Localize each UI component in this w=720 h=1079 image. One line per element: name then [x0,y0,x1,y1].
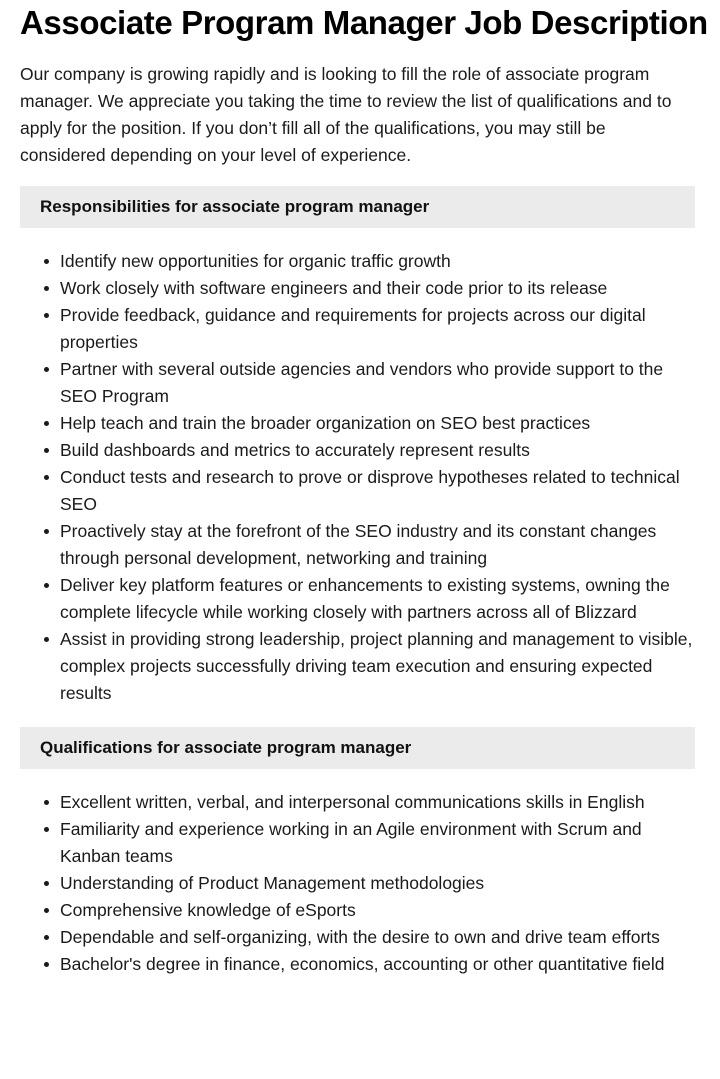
bullet-icon [44,583,49,588]
qualifications-heading: Qualifications for associate program manager [20,727,695,769]
list-item [60,464,695,518]
list-item-text: Understanding of Product Management methodologies [60,873,485,893]
qualifications-list [20,789,695,978]
bullet-icon [44,935,49,940]
list-item-text: Help teach and train the broader organization on SEO best practices [60,413,591,433]
bullet-icon [44,529,49,534]
list-item [60,951,695,978]
bullet-icon [44,908,49,913]
bullet-icon [44,881,49,886]
bullet-icon [44,313,49,318]
bullet-icon [44,286,49,291]
bullet-icon [44,259,49,264]
list-item [60,275,695,302]
list-item-text: Familiarity and experience working in an Agile environment with Scrum and Kanban teams [60,819,642,866]
list-item-text: Work closely with software engineers and their code prior to its release [60,278,608,298]
list-item [60,572,695,626]
list-item [60,248,695,275]
list-item [60,870,695,897]
list-item-text: Provide feedback, guidance and requirements for projects across our digital properties [60,305,646,352]
list-item-text: Identify new opportunities for organic traffic growth [60,251,451,271]
bullet-icon [44,637,49,642]
list-item-text: Comprehensive knowledge of eSports [60,900,356,920]
list-item-text: Deliver key platform features or enhancements to existing systems, owning the complete lifecycle while working closely with partners across all of Blizzard [60,575,670,622]
bullet-icon [44,421,49,426]
bullet-icon [44,475,49,480]
list-item [60,897,695,924]
list-item [60,302,695,356]
page-title: Associate Program Manager Job Description [20,4,708,41]
bullet-icon [44,800,49,805]
list-item [60,437,695,464]
list-item [60,518,695,572]
list-item-text: Dependable and self-organizing, with the desire to own and drive team efforts [60,927,660,947]
list-item-text: Bachelor's degree in finance, economics, accounting or other quantitative field [60,954,665,974]
list-item-text: Partner with several outside agencies and vendors who provide support to the SEO Program [60,359,664,406]
list-item-text: Excellent written, verbal, and interpersonal communications skills in English [60,792,645,812]
list-item [60,626,695,707]
list-item-text: Build dashboards and metrics to accurately represent results [60,440,530,460]
list-item-text: Assist in providing strong leadership, project planning and management to visible, complex projects successfully driving team execution and ensuring expected results [60,629,693,703]
bullet-icon [44,367,49,372]
bullet-icon [44,827,49,832]
responsibilities-heading: Responsibilities for associate program manager [20,186,695,228]
bullet-icon [44,448,49,453]
list-item [60,924,695,951]
intro-paragraph: Our company is growing rapidly and is looking to fill the role of associate program manager. We appreciate you taking the time to review the list of qualifications and to apply for the position. If you don’t fill all of the qualifications, you may still be considered depending on your level of experience. [20,64,672,165]
list-item [60,410,695,437]
list-item [60,816,695,870]
responsibilities-list [20,248,695,707]
list-item-text: Proactively stay at the forefront of the SEO industry and its constant changes through personal development, networking and training [60,521,657,568]
list-item [60,356,695,410]
bullet-icon [44,962,49,967]
list-item [60,789,695,816]
list-item-text: Conduct tests and research to prove or disprove hypotheses related to technical SEO [60,467,680,514]
